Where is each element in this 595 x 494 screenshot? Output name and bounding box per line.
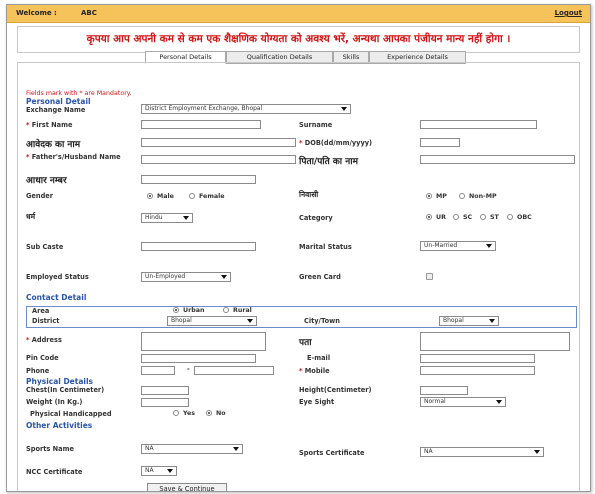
surname-label: Surname: [299, 121, 333, 129]
resident-mp-radio[interactable]: [426, 193, 432, 199]
category-ur-radio[interactable]: [426, 214, 432, 220]
dropdown-arrow-icon: [183, 216, 189, 220]
section-personal-detail: Personal Detail: [26, 97, 91, 106]
religion-value: Hindu: [145, 214, 163, 221]
exchange-name-label: Exchange Name: [26, 106, 86, 114]
city-town-label: City/Town: [304, 317, 340, 325]
tab-personal-details[interactable]: Personal Details: [145, 51, 226, 64]
handicapped-yes-radio[interactable]: [173, 410, 179, 416]
gender-male-radio[interactable]: [147, 193, 153, 199]
father-husband-name-label: * Father's/Husband Name: [26, 153, 121, 161]
address-hindi-textarea[interactable]: [420, 332, 570, 351]
district-value: Bhopal: [171, 317, 192, 324]
height-label: Height(Centimeter): [299, 386, 372, 394]
area-urban-radio[interactable]: [173, 307, 179, 313]
eye-sight-value: Normal: [424, 398, 446, 405]
mandatory-note: Fields mark with * are Mandatory.: [26, 90, 132, 97]
dropdown-arrow-icon: [233, 447, 239, 451]
marital-status-select[interactable]: [420, 241, 496, 251]
aadhar-input[interactable]: [141, 175, 256, 184]
ncc-certificate-label: NCC Certificate: [26, 468, 83, 476]
aadhar-label: आधार नम्बर: [26, 176, 67, 186]
section-physical-details: Physical Details: [26, 377, 94, 386]
ncc-certificate-value: NA: [145, 467, 154, 474]
religion-label: धर्म: [26, 212, 36, 221]
email-input[interactable]: [420, 354, 535, 363]
surname-input[interactable]: [420, 120, 537, 129]
chest-input[interactable]: [141, 386, 189, 395]
dropdown-arrow-icon: [496, 400, 502, 404]
marital-status-value: Un-Married: [424, 242, 458, 249]
category-obc-radio[interactable]: [507, 214, 513, 220]
exchange-name-select[interactable]: [141, 104, 351, 114]
tab-skills[interactable]: Skills: [333, 51, 369, 64]
chest-label: Chest(In Centimeter): [26, 386, 105, 394]
address-label: * Address: [26, 336, 62, 344]
address-hindi-label: पता: [299, 338, 312, 348]
employed-status-value: Un-Employed: [145, 273, 186, 280]
pin-code-label: Pin Code: [26, 354, 59, 362]
area-urban-label: Urban: [183, 307, 205, 314]
sub-caste-input[interactable]: [141, 242, 256, 251]
area-rural-label: Rural: [233, 307, 252, 314]
resident-nonmp-label: Non-MP: [469, 193, 497, 200]
employed-status-select[interactable]: [141, 272, 231, 282]
dob-input[interactable]: [420, 138, 460, 147]
physically-handicapped-label: Physical Handicapped: [30, 410, 112, 418]
category-ur-label: UR: [436, 214, 446, 221]
religion-select[interactable]: [141, 213, 193, 223]
tab-qualification-details[interactable]: Qualification Details: [226, 51, 333, 64]
area-rural-radio[interactable]: [223, 307, 229, 313]
weight-label: Weight (In Kg.): [26, 398, 83, 406]
sports-name-value: NA: [145, 445, 154, 452]
notice-text: कृपया आप अपनी कम से कम एक शैक्षणिक योग्यता को अवश्य भरें, अन्यथा आपका पंजीयन मान्य नहीं होगा ।: [86, 33, 511, 45]
section-contact-detail: Contact Detail: [26, 293, 87, 302]
sports-certificate-label: Sports Certificate: [299, 449, 365, 457]
resident-mp-label: MP: [436, 193, 447, 200]
dropdown-arrow-icon: [486, 244, 492, 248]
sub-caste-label: Sub Caste: [26, 243, 64, 251]
first-name-label: * First Name: [26, 121, 73, 129]
phone-std-input[interactable]: [141, 366, 175, 375]
app-window: [6, 4, 591, 492]
tab-experience-details[interactable]: Experience Details: [369, 51, 466, 64]
mobile-label: * Mobile: [299, 367, 330, 375]
green-card-checkbox[interactable]: [426, 273, 433, 280]
logout-link[interactable]: Logout: [554, 9, 582, 17]
resident-nonmp-radio[interactable]: [459, 193, 465, 199]
marital-status-label: Marital Status: [299, 243, 352, 251]
phone-dash: -: [187, 365, 190, 373]
employed-status-label: Employed Status: [26, 273, 89, 281]
dropdown-arrow-icon: [247, 319, 253, 323]
phone-number-input[interactable]: [194, 366, 274, 375]
district-label: District: [32, 317, 60, 325]
father-husband-hindi-input[interactable]: [420, 155, 575, 164]
dropdown-arrow-icon: [167, 469, 173, 473]
user-name: ABC: [81, 9, 97, 17]
section-other-activities: Other Activities: [26, 421, 93, 430]
applicant-name-hindi-input[interactable]: [141, 138, 296, 147]
sports-certificate-select[interactable]: [420, 447, 544, 457]
height-input[interactable]: [420, 386, 468, 395]
city-town-select[interactable]: [439, 316, 499, 326]
exchange-name-value: District Employment Exchange, Bhopal: [145, 105, 263, 112]
handicapped-no-radio[interactable]: [206, 410, 212, 416]
dropdown-arrow-icon: [534, 450, 540, 454]
district-select[interactable]: [167, 316, 257, 326]
handicapped-no-label: No: [216, 410, 226, 417]
gender-label: Gender: [26, 192, 54, 200]
top-bar: [7, 5, 590, 23]
category-label: Category: [299, 214, 333, 222]
save-continue-button[interactable]: Save & Continue: [147, 483, 227, 492]
welcome-label: Welcome :: [16, 9, 57, 17]
dropdown-arrow-icon: [221, 275, 227, 279]
father-husband-hindi-label: पिता/पति का नाम: [299, 157, 358, 167]
resident-label: निवासी: [299, 190, 319, 199]
address-textarea[interactable]: [141, 332, 266, 351]
gender-female-radio[interactable]: [189, 193, 195, 199]
email-label: E-mail: [307, 354, 331, 362]
eye-sight-label: Eye Sight: [299, 398, 335, 406]
category-sc-label: SC: [463, 214, 473, 221]
pin-code-input[interactable]: [141, 354, 256, 363]
category-obc-label: OBC: [517, 214, 532, 221]
city-town-value: Bhopal: [443, 317, 464, 324]
sports-name-select[interactable]: [141, 444, 243, 454]
father-husband-name-input[interactable]: [141, 155, 296, 164]
gender-male-label: Male: [157, 193, 174, 200]
eye-sight-select[interactable]: [420, 397, 506, 407]
mobile-input[interactable]: [420, 366, 535, 375]
green-card-label: Green Card: [299, 273, 341, 281]
dob-label: * DOB(dd/mm/yyyy): [299, 139, 373, 147]
dropdown-arrow-icon: [489, 319, 495, 323]
sports-certificate-value: NA: [424, 448, 433, 455]
weight-input[interactable]: [141, 398, 189, 407]
applicant-name-hindi-label: आवेदक का नाम: [26, 140, 81, 150]
handicapped-yes-label: Yes: [183, 410, 196, 417]
sports-name-label: Sports Name: [26, 445, 74, 453]
category-st-radio[interactable]: [480, 214, 486, 220]
ncc-certificate-select[interactable]: [141, 466, 177, 476]
phone-label: Phone: [26, 367, 50, 375]
dropdown-arrow-icon: [341, 107, 347, 111]
category-st-label: ST: [490, 214, 499, 221]
gender-female-label: Female: [199, 193, 225, 200]
category-sc-radio[interactable]: [453, 214, 459, 220]
notice-box: [17, 26, 580, 53]
first-name-input[interactable]: [141, 120, 261, 129]
area-label: Area: [32, 307, 50, 315]
